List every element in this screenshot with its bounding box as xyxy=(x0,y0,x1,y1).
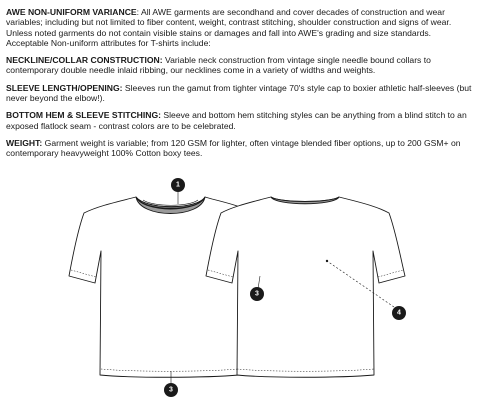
heading-sleeve: SLEEVE LENGTH/OPENING: xyxy=(6,82,123,93)
marker-3-sleeve-label: 3 xyxy=(255,290,259,298)
marker-3-sleeve xyxy=(250,287,264,301)
leader-dot-4 xyxy=(326,260,328,262)
heading-hem-stitching: BOTTOM HEM & SLEEVE STITCHING: xyxy=(6,110,162,121)
marker-3-bottom-hem xyxy=(164,383,178,397)
body-sleeve: Sleeves run the gamut from tighter vintage 70's style cap to boxier athletic half-sleeves (but never beyond the elbow!). xyxy=(6,82,472,104)
body-hem-stitching: Sleeve and bottom hem stitching styles can be anything from a blind stitch to an exposed flatlock seam - contrast colors are to be celebrated. xyxy=(6,110,467,131)
marker-4-label: 4 xyxy=(397,309,401,317)
body-non-uniform-variance: : All AWE garments are secondhand and cover decades of construction and wear variables; including but not limited to fiber content, weight, contrast stitching, shoulder construction and signs of wear. Unless noted garments do not contain visible stains or damages and fall into AWE's grading and size standards. Acceptable Non-uniform attributes for T-shirts include: xyxy=(6,7,452,48)
body-weight: Garment weight is variable; from 120 GSM for lighter, often vintage blended fiber options, up to 200 GSM+ on contemporary heavyweight 100% Cotton boxy tees. xyxy=(6,137,461,159)
body-neckline: Variable neck construction from vintage single needle bound collars to contemporary double needle inlaid ribbing, our necklines come in a variety of widths and weights. xyxy=(6,55,431,76)
marker-1 xyxy=(171,178,185,192)
marker-3-bottom-hem-label: 3 xyxy=(169,386,173,394)
marker-1-label: 1 xyxy=(176,181,180,189)
heading-neckline: NECKLINE/COLLAR CONSTRUCTION: xyxy=(6,55,163,66)
heading-weight: WEIGHT: xyxy=(6,137,43,148)
marker-4 xyxy=(392,306,406,320)
heading-non-uniform-variance: AWE NON-UNIFORM VARIANCE xyxy=(6,7,137,17)
